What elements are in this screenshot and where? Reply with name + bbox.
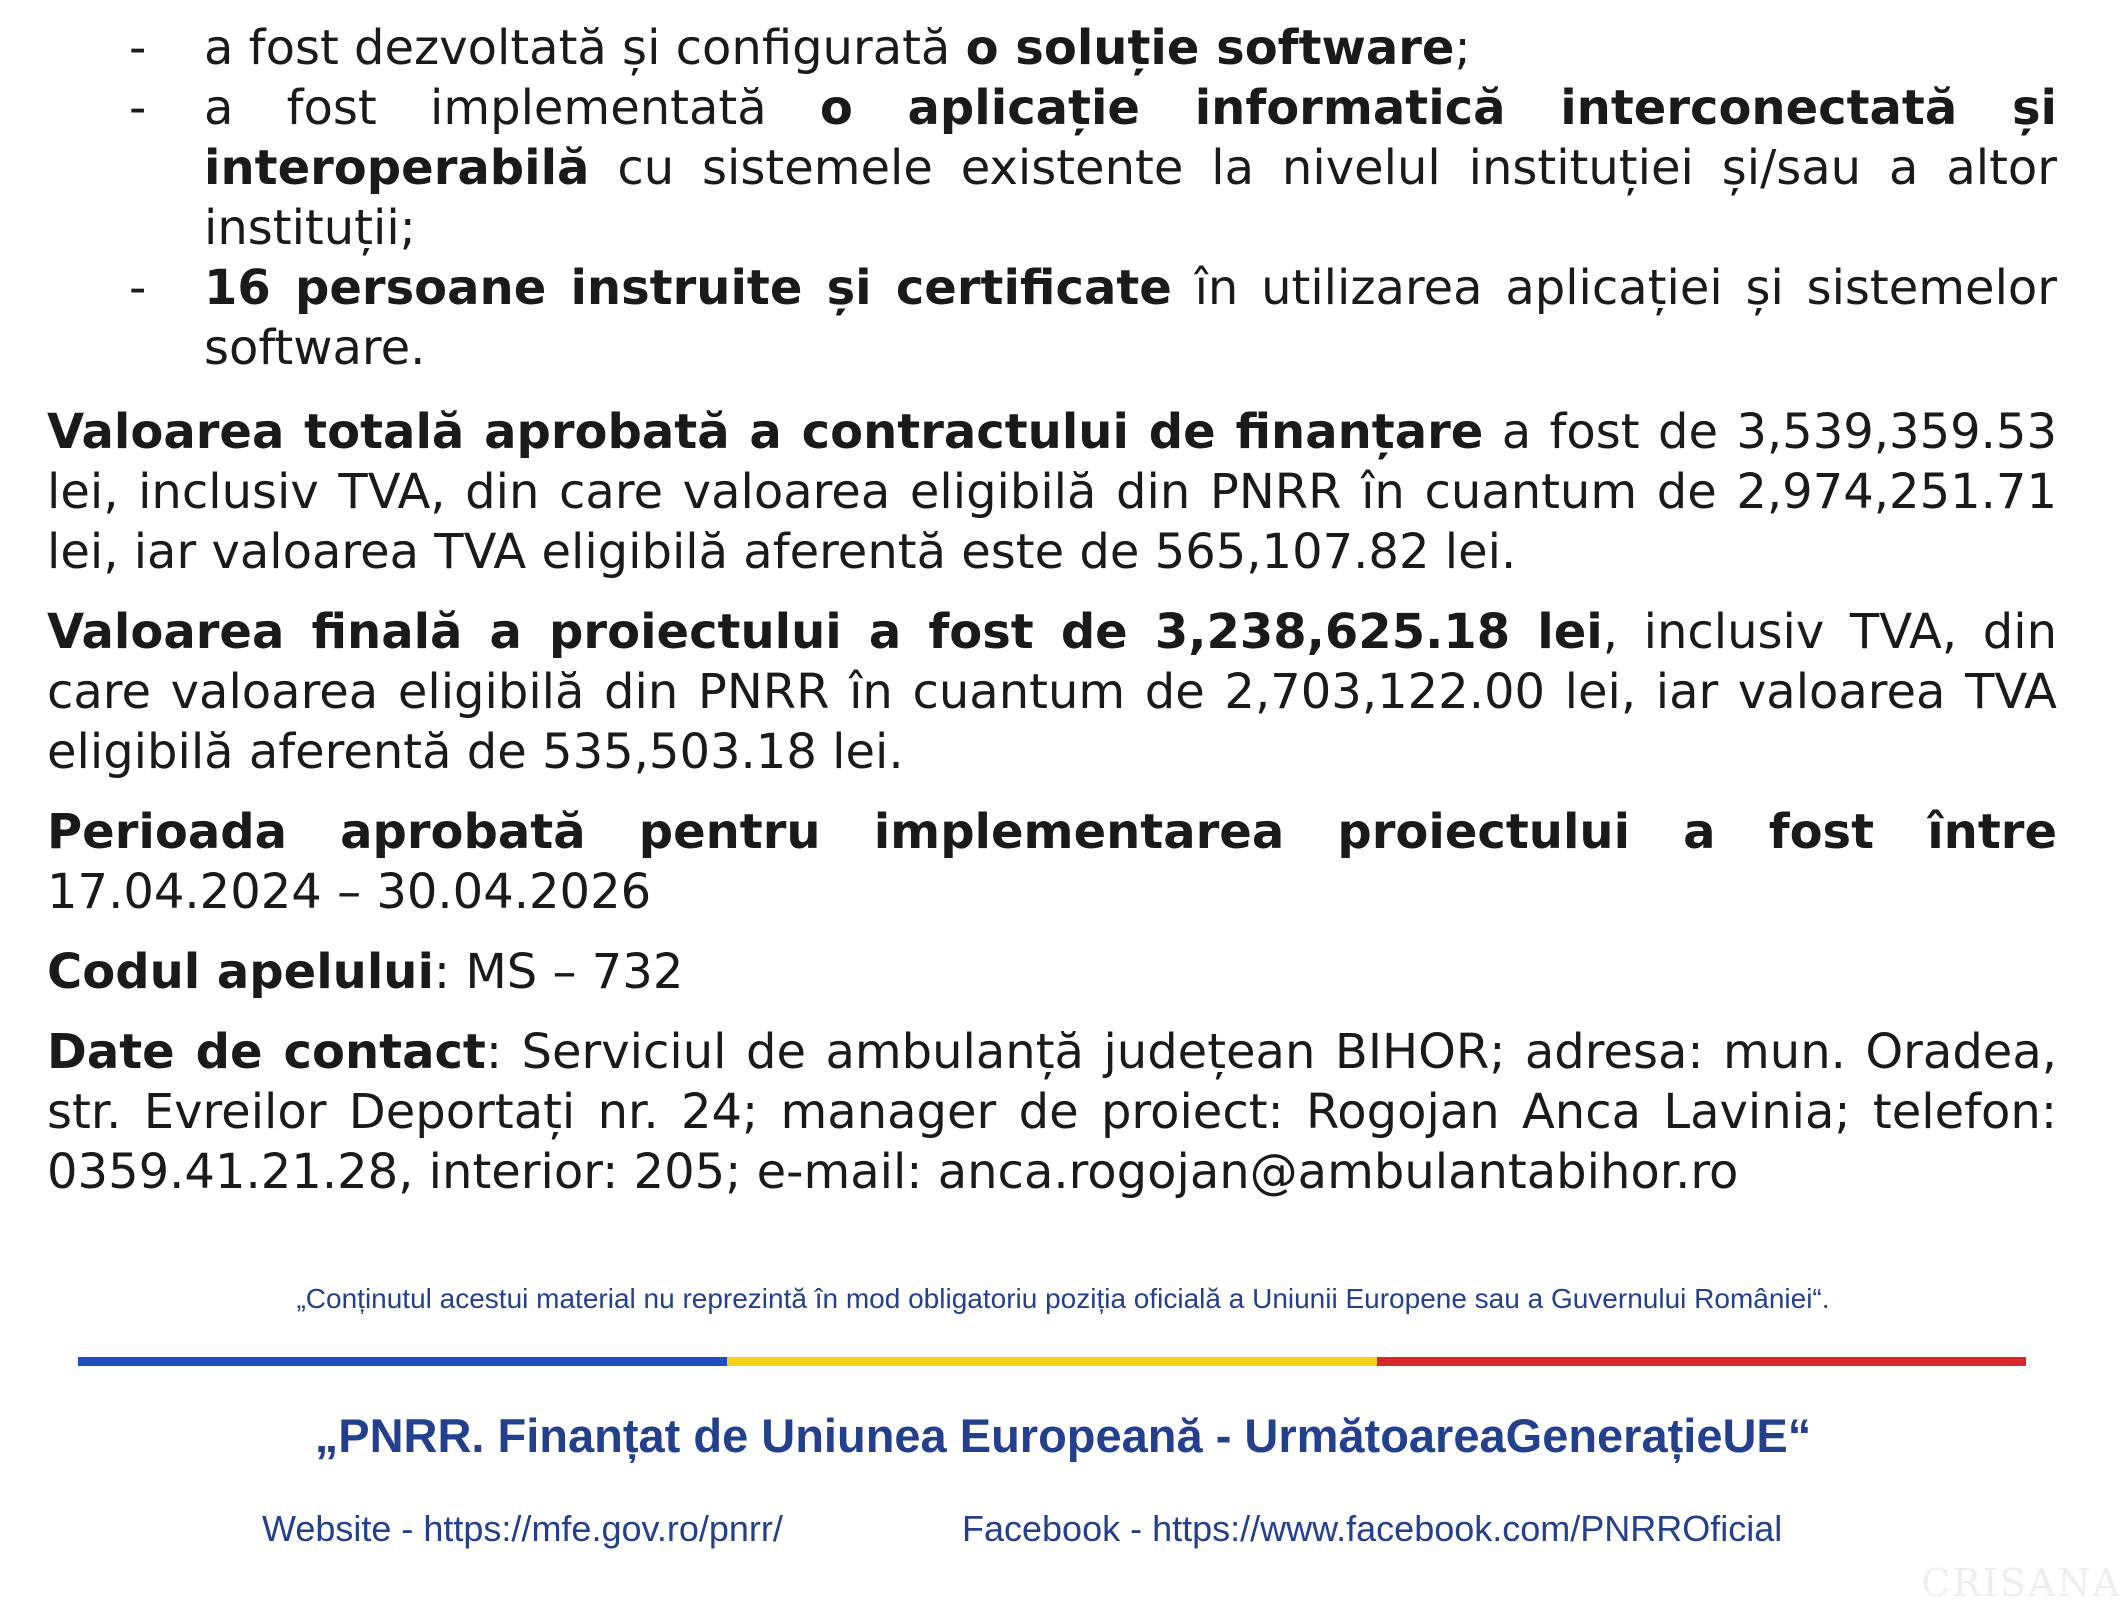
- bullet-marker: -: [129, 80, 147, 136]
- website-link[interactable]: Website - https://mfe.gov.ro/pnrr/: [262, 1508, 783, 1549]
- facebook-link[interactable]: Facebook - https://www.facebook.com/PNRROficial: [962, 1508, 1783, 1549]
- watermark: CRISANA: [1921, 1561, 2122, 1605]
- divider-red-segment: [1377, 1357, 2026, 1366]
- bullet-list: [47, 18, 2057, 378]
- paragraph-call-code: Codul apelului: MS – 732: [47, 944, 684, 1000]
- bullet-marker: -: [129, 260, 147, 316]
- footer-links: [262, 1508, 1783, 1550]
- paragraph-period: Perioada aprobată pentru implementarea proiectului a fost între 17.04.2024 – 30.04.2026: [47, 804, 2057, 920]
- divider-yellow-segment: [727, 1357, 1376, 1366]
- paragraph-total-value: Valoarea totală aprobată a contractului de finanțare a fost de 3,539,359.53 lei, inclusiv TVA, din care valoarea eligibilă din PNRR în cuantum de 2,974,251.71 lei, iar valoarea TVA eligibilă aferentă este de 565,107.82 lei.: [47, 404, 2057, 580]
- paragraph-contact: Date de contact: Serviciul de ambulanță județean BIHOR; adresa: mun. Oradea, str. Evreilor Deportați nr. 24; manager de proiect: Rogojan Anca Lavinia; telefon: 0359.41.21.28, interior: 205; e-mail: anca.rogojan@ambulantabihor.ro: [47, 1024, 2057, 1200]
- footer-title: „PNRR. Finanțat de Uniunea Europeană - UrmătoareaGenerațieUE“: [314, 1409, 1812, 1462]
- bullet-item: - a fost implementată o aplicație informatică interconectată și interoperabilă cu sistemele existente la nivelul instituției și/sau a altor instituții;: [129, 80, 2057, 256]
- divider-blue-segment: [78, 1357, 727, 1366]
- paragraph-final-value: Valoarea finală a proiectului a fost de 3,238,625.18 lei, inclusiv TVA, din care valoarea eligibilă din PNRR în cuantum de 2,703,122.00 lei, iar valoarea TVA eligibilă aferentă de 535,503.18 lei.: [47, 604, 2057, 780]
- bullet-item: - a fost dezvoltată și configurată o soluție software;: [129, 20, 1471, 76]
- document-body: [47, 18, 2057, 1202]
- bullet-item: - 16 persoane instruite și certificate în utilizarea aplicației și sistemelor software.: [129, 260, 2058, 376]
- bullet-marker: -: [129, 20, 147, 76]
- footer-disclaimer: „Conținutul acestui material nu reprezintă în mod obligatoriu poziția oficială a Uniunii Europene sau a Guvernului României“.: [296, 1283, 1830, 1314]
- tricolor-divider: [78, 1357, 2026, 1366]
